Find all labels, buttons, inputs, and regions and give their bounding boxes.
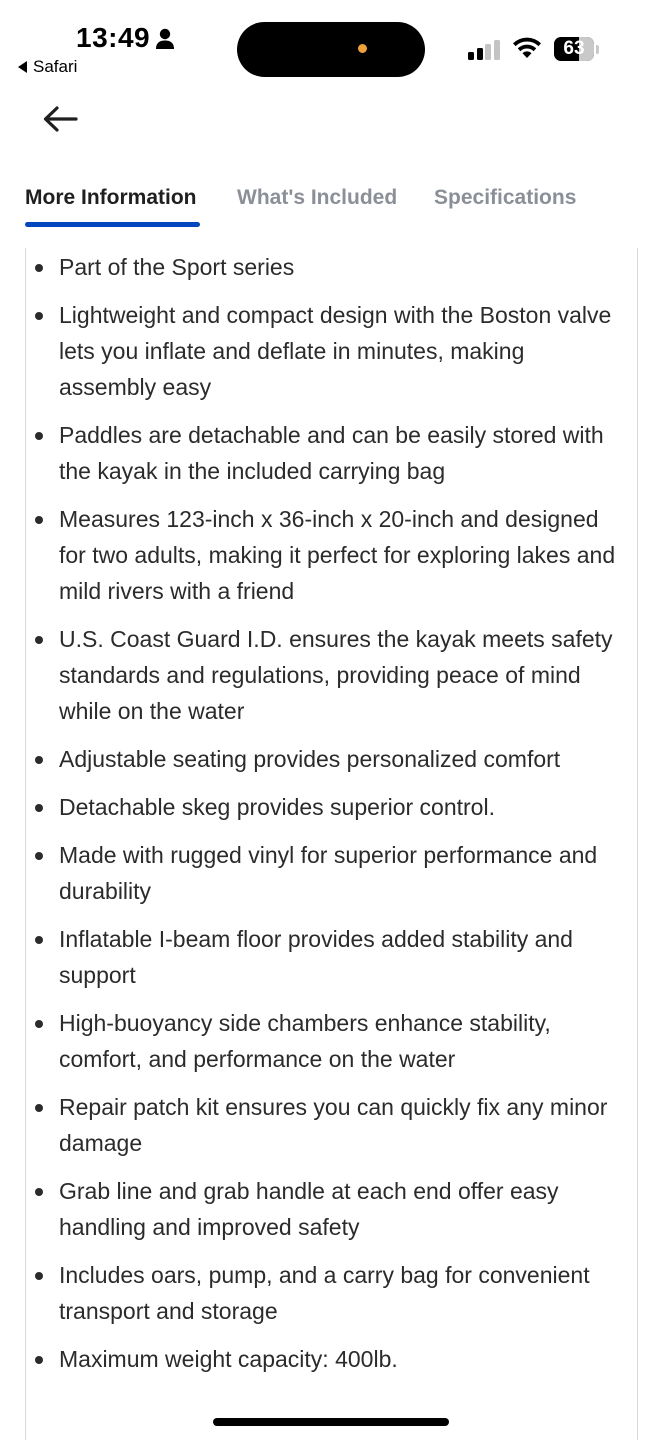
feature-item: Grab line and grab handle at each end offer easy handling and improved safety xyxy=(26,1173,616,1245)
feature-item: U.S. Coast Guard I.D. ensures the kayak meets safety standards and regulations, providing peace of mind while on the water xyxy=(26,621,616,729)
feature-item: Part of the Sport series xyxy=(26,249,616,285)
home-indicator[interactable] xyxy=(213,1418,449,1426)
status-time: 13:49 xyxy=(76,22,151,53)
signal-bar xyxy=(494,40,500,60)
feature-item: Lightweight and compact design with the Boston valve lets you inflate and deflate in minutes, making assembly easy xyxy=(26,297,616,405)
status-bar xyxy=(0,0,662,90)
privacy-indicator-dot xyxy=(358,44,367,53)
tab-specifications[interactable]: Specifications xyxy=(434,186,577,209)
feature-item: Inflatable I-beam floor provides added stability and support xyxy=(26,921,616,993)
battery-nub xyxy=(596,45,599,54)
signal-bar xyxy=(468,52,474,60)
wifi-icon xyxy=(510,36,544,60)
signal-bar xyxy=(485,44,491,60)
feature-item: Measures 123-inch x 36-inch x 20-inch and designed for two adults, making it perfect for exploring lakes and mild rivers with a friend xyxy=(26,501,616,609)
back-to-safari-link[interactable] xyxy=(18,57,77,77)
feature-item: Maximum weight capacity: 400lb. xyxy=(26,1341,616,1377)
feature-item: Repair patch kit ensures you can quickly fix any minor damage xyxy=(26,1089,616,1161)
feature-item: Adjustable seating provides personalized comfort xyxy=(26,741,616,777)
active-tab-indicator xyxy=(25,222,200,227)
tab-bar xyxy=(0,180,662,230)
feature-item: High-buoyancy side chambers enhance stability, comfort, and performance on the water xyxy=(26,1005,616,1077)
feature-item: Includes oars, pump, and a carry bag for convenient transport and storage xyxy=(26,1257,616,1329)
feature-item: Made with rugged vinyl for superior performance and durability xyxy=(26,837,616,909)
back-app-label: Safari xyxy=(33,57,78,76)
battery-level: 63 xyxy=(563,38,585,59)
back-button[interactable] xyxy=(36,100,84,140)
cellular-signal-icon xyxy=(468,38,502,60)
tab-whats-included[interactable]: What's Included xyxy=(237,186,398,209)
arrow-left-icon xyxy=(36,100,84,140)
battery-icon xyxy=(554,37,594,61)
back-triangle-icon xyxy=(18,61,27,73)
feature-item: Paddles are detachable and can be easily stored with the kayak in the included carrying bag xyxy=(26,417,616,489)
more-information-panel xyxy=(25,248,638,1440)
person-icon xyxy=(155,28,175,50)
dynamic-island xyxy=(237,22,425,77)
feature-list xyxy=(26,248,616,1389)
tab-more-information[interactable]: More Information xyxy=(25,186,197,209)
feature-item: Detachable skeg provides superior control. xyxy=(26,789,616,825)
signal-bar xyxy=(477,48,483,60)
